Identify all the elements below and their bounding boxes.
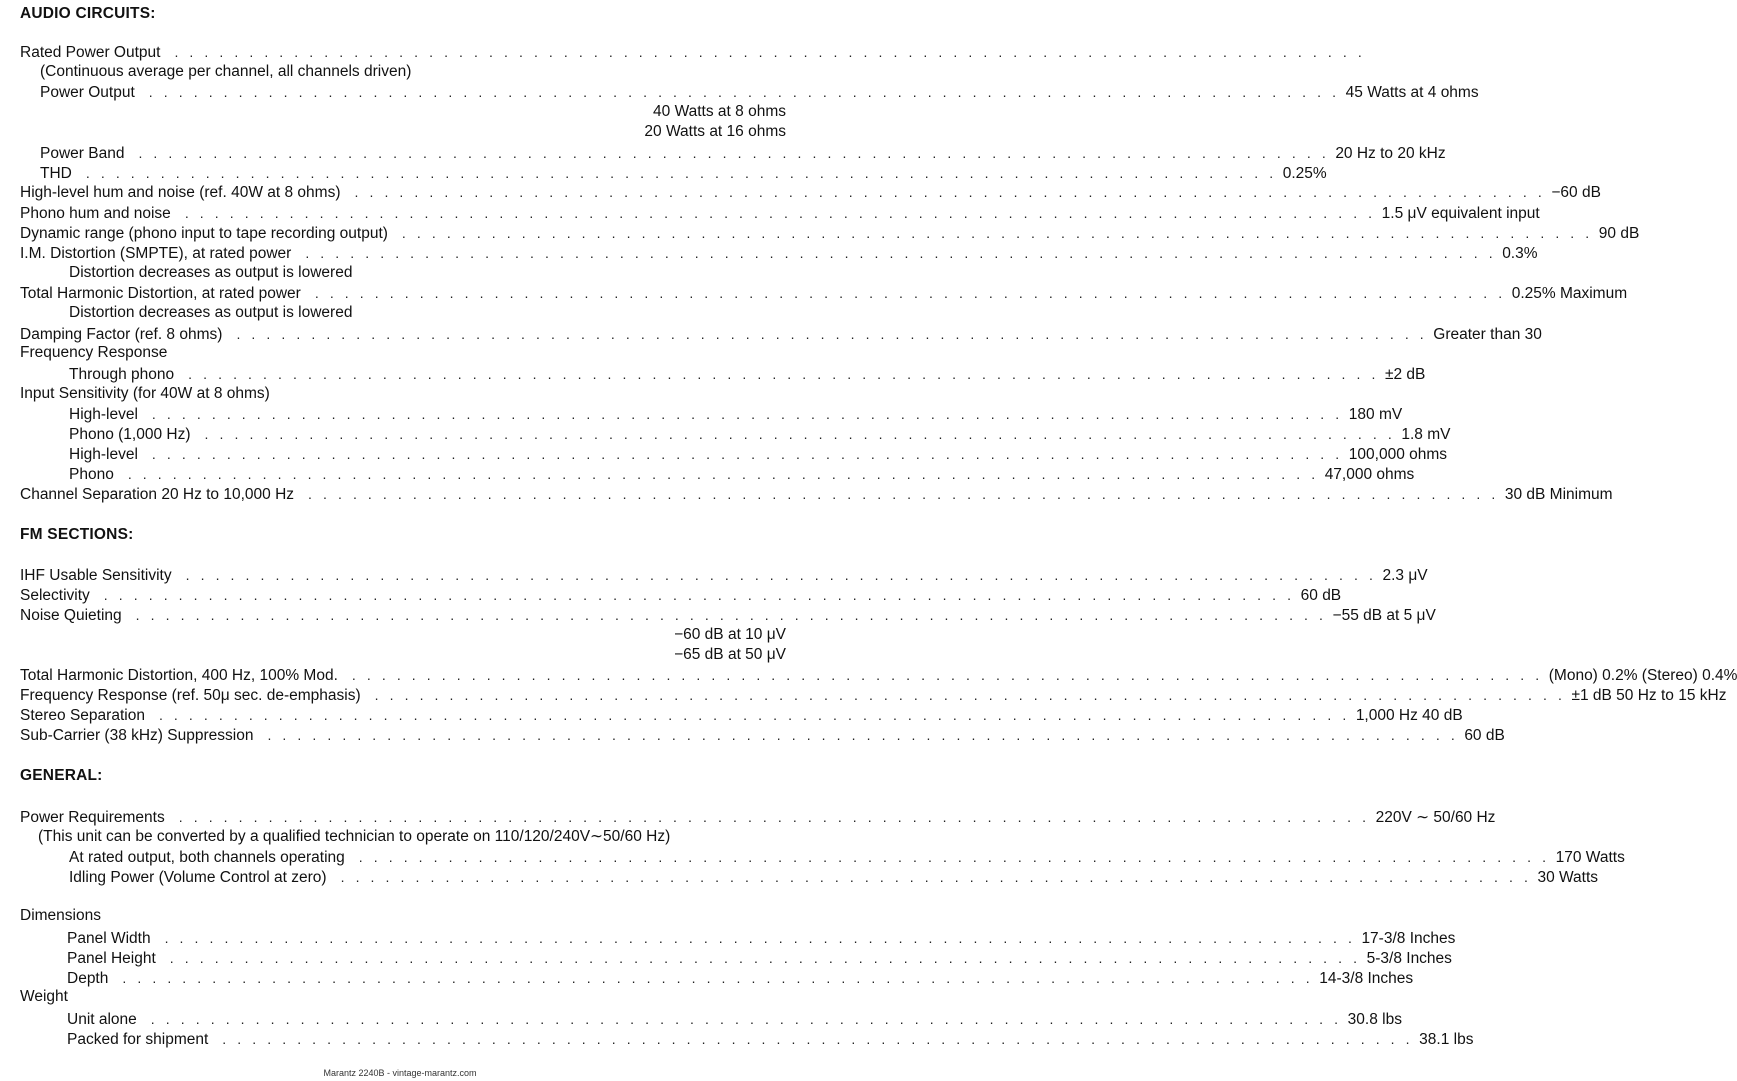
spec-row bbox=[0, 725, 1505, 745]
leader-dots: . . . . . . . . . . . . . . . . . . . . . . . . . . . . . . . . . . . . . . . . . . . . . . . . . . . . . . . . . . . . . . . . . . . . . . . . . . . . . . . . bbox=[308, 486, 1499, 502]
spec-row bbox=[0, 163, 1327, 183]
spec-value-continued: 40 Watts at 8 ohms bbox=[653, 103, 786, 120]
section-heading: GENERAL: bbox=[20, 767, 103, 784]
spec-label: Damping Factor (ref. 8 ohms) bbox=[20, 326, 223, 343]
spec-value: 60 dB bbox=[1300, 587, 1342, 604]
spec-value: 1.8 mV bbox=[1401, 426, 1451, 443]
leader-dots: . . . . . . . . . . . . . . . . . . . . . . . . . . . . . . . . . . . . . . . . . . . . . . . . . . . . . . . . . . . . . . . . . . . . . . . . . . . . . . . . bbox=[185, 567, 1377, 583]
spec-note: Input Sensitivity (for 40W at 8 ohms) bbox=[20, 385, 270, 402]
spec-value: 47,000 ohms bbox=[1324, 466, 1415, 483]
spec-label: Phono hum and noise bbox=[20, 205, 171, 222]
leader-dots: . . . . . . . . . . . . . . . . . . . . . . . . . . . . . . . . . . . . . . . . . . . . . . . . . . . . . . . . . . . . . . . . . . . . . . . . . . . . . . . . bbox=[351, 667, 1543, 683]
spec-value: −60 dB bbox=[1551, 184, 1601, 201]
spec-value: 2.3 μV bbox=[1382, 567, 1428, 584]
spec-row bbox=[0, 484, 1613, 504]
spec-value: 60 dB bbox=[1464, 727, 1505, 744]
spec-value: 0.25% bbox=[1282, 165, 1327, 182]
spec-value: ±2 dB bbox=[1385, 366, 1426, 383]
spec-row bbox=[0, 847, 1625, 867]
leader-dots: . . . . . . . . . . . . . . . . . . . . . . . . . . . . . . . . . . . . . . . . . . . . . . . . . . . . . . . . . . . . . . . . . . . . . . . . . . . . . . . . bbox=[103, 587, 1295, 603]
spec-row bbox=[0, 867, 1599, 887]
leader-dots: . . . . . . . . . . . . . . . . . . . . . . . . . . . . . . . . . . . . . . . . . . . . . . . . . . . . . . . . . . . . . . . . . . . . . . . . . . . . . . . . bbox=[358, 849, 1550, 865]
leader-dots: . . . . . . . . . . . . . . . . . . . . . . . . . . . . . . . . . . . . . . . . . . . . . . . . . . . . . . . . . . . . . . . . . . . . . . . . . . . . . . . . bbox=[188, 366, 1379, 382]
spec-label: Packed for shipment bbox=[67, 1031, 209, 1048]
spec-label: At rated output, both channels operating bbox=[69, 849, 345, 866]
spec-label: High-level bbox=[69, 406, 138, 423]
spec-value: ±1 dB 50 Hz to 15 kHz bbox=[1571, 687, 1727, 704]
spec-row bbox=[0, 82, 1479, 102]
leader-dots: . . . . . . . . . . . . . . . . . . . . . . . . . . . . . . . . . . . . . . . . . . . . . . . . . . . . . . . . . . . . . . . . . . . . . . . . . . . . . . . . bbox=[401, 225, 1593, 241]
spec-row bbox=[0, 444, 1448, 464]
spec-note: (This unit can be converted by a qualified technician to operate on 110/120/240V∼50/60 Hz) bbox=[38, 828, 671, 845]
spec-label: Total Harmonic Distortion, 400 Hz, 100% Mod. bbox=[20, 667, 338, 684]
spec-row bbox=[0, 404, 1403, 424]
spec-row bbox=[0, 1009, 1402, 1029]
spec-value: 30.8 lbs bbox=[1347, 1011, 1402, 1028]
spec-row bbox=[0, 243, 1538, 263]
spec-label: Phono (1,000 Hz) bbox=[69, 426, 191, 443]
leader-dots: . . . . . . . . . . . . . . . . . . . . . . . . . . . . . . . . . . . . . . . . . . . . . . . . . . . . . . . . . . . . . . . . . . . . . . . . . . . . . . . . bbox=[164, 930, 1356, 946]
spec-value: 170 Watts bbox=[1555, 849, 1625, 866]
spec-value: 1,000 Hz 40 dB bbox=[1355, 707, 1463, 724]
spec-note: Dimensions bbox=[20, 907, 101, 924]
leader-dots: . . . . . . . . . . . . . . . . . . . . . . . . . . . . . . . . . . . . . . . . . . . . . . . . . . . . . . . . . . . . . . . . . . . . . . . . . . . . . . . . bbox=[340, 869, 1532, 885]
spec-row bbox=[0, 605, 1436, 625]
leader-dots: . . . . . . . . . . . . . . . . . . . . . . . . . . . . . . . . . . . . . . . . . . . . . . . . . . . . . . . . . . . . . . . . . . . . . . . . . . . . . . . . bbox=[204, 426, 1396, 442]
spec-row bbox=[0, 685, 1727, 705]
spec-note: Distortion decreases as output is lowered bbox=[69, 304, 353, 321]
spec-row bbox=[0, 948, 1452, 968]
leader-dots: . . . . . . . . . . . . . . . . . . . . . . . . . . . . . . . . . . . . . . . . . . . . . . . . . . . . . . . . . . . . . . . . . . . . . . . . . . . . . . . . bbox=[138, 145, 1330, 161]
spec-row bbox=[0, 807, 1496, 827]
spec-label: Total Harmonic Distortion, at rated power bbox=[20, 285, 301, 302]
leader-dots: . . . . . . . . . . . . . . . . . . . . . . . . . . . . . . . . . . . . . . . . . . . . . . . . . . . . . . . . . . . . . . . . . . . . . . . . . . . . . . . . bbox=[174, 44, 1366, 60]
spec-value: 180 mV bbox=[1348, 406, 1403, 423]
spec-value: 1.5 μV equivalent input bbox=[1381, 205, 1540, 222]
spec-note: Distortion decreases as output is lowered bbox=[69, 264, 353, 281]
spec-label: I.M. Distortion (SMPTE), at rated power bbox=[20, 245, 292, 262]
leader-dots: . . . . . . . . . . . . . . . . . . . . . . . . . . . . . . . . . . . . . . . . . . . . . . . . . . . . . . . . . . . . . . . . . . . . . . . . . . . . . . . . bbox=[314, 285, 1506, 301]
spec-value-continued: −60 dB at 10 μV bbox=[674, 626, 786, 643]
spec-label: Sub-Carrier (38 kHz) Suppression bbox=[20, 727, 254, 744]
spec-row bbox=[0, 283, 1628, 303]
spec-row bbox=[0, 1029, 1474, 1049]
spec-value: 220V ∼ 50/60 Hz bbox=[1375, 809, 1496, 826]
spec-row bbox=[0, 705, 1463, 725]
spec-row bbox=[0, 968, 1414, 988]
leader-dots: . . . . . . . . . . . . . . . . . . . . . . . . . . . . . . . . . . . . . . . . . . . . . . . . . . . . . . . . . . . . . . . . . . . . . . . . . . . . . . . . bbox=[122, 970, 1314, 986]
leader-dots: . . . . . . . . . . . . . . . . . . . . . . . . . . . . . . . . . . . . . . . . . . . . . . . . . . . . . . . . . . . . . . . . . . . . . . . . . . . . . . . . bbox=[222, 1031, 1414, 1047]
leader-dots: . . . . . . . . . . . . . . . . . . . . . . . . . . . . . . . . . . . . . . . . . . . . . . . . . . . . . . . . . . . . . . . . . . . . . . . . . . . . . . . . bbox=[158, 707, 1350, 723]
spec-label: Power Requirements bbox=[20, 809, 165, 826]
spec-value: 0.25% Maximum bbox=[1511, 285, 1628, 302]
spec-value: 30 dB Minimum bbox=[1504, 486, 1613, 503]
spec-label: THD bbox=[40, 165, 72, 182]
spec-label: Depth bbox=[67, 970, 109, 987]
spec-value: (Mono) 0.2% (Stereo) 0.4% bbox=[1548, 667, 1737, 684]
spec-value: 5-3/8 Inches bbox=[1366, 950, 1452, 967]
spec-note: Weight bbox=[20, 988, 68, 1005]
spec-value-continued: 20 Watts at 16 ohms bbox=[644, 123, 786, 140]
spec-label: Rated Power Output bbox=[20, 44, 161, 61]
spec-row bbox=[0, 424, 1451, 444]
page-footer: Marantz 2240B - vintage-marantz.com bbox=[323, 1068, 477, 1078]
spec-label: Panel Width bbox=[67, 930, 151, 947]
spec-label: Dynamic range (phono input to tape recording output) bbox=[20, 225, 388, 242]
spec-value: 30 Watts bbox=[1537, 869, 1599, 886]
spec-row bbox=[0, 143, 1446, 163]
leader-dots: . . . . . . . . . . . . . . . . . . . . . . . . . . . . . . . . . . . . . . . . . . . . . . . . . . . . . . . . . . . . . . . . . . . . . . . . . . . . . . . . bbox=[305, 245, 1497, 261]
spec-label: IHF Usable Sensitivity bbox=[20, 567, 172, 584]
spec-label: Channel Separation 20 Hz to 10,000 Hz bbox=[20, 486, 295, 503]
leader-dots: . . . . . . . . . . . . . . . . . . . . . . . . . . . . . . . . . . . . . . . . . . . . . . . . . . . . . . . . . . . . . . . . . . . . . . . . . . . . . . . . bbox=[127, 466, 1319, 482]
leader-dots: . . . . . . . . . . . . . . . . . . . . . . . . . . . . . . . . . . . . . . . . . . . . . . . . . . . . . . . . . . . . . . . . . . . . . . . . . . . . . . . . bbox=[374, 687, 1566, 703]
spec-row bbox=[0, 324, 1542, 344]
spec-row bbox=[0, 928, 1456, 948]
spec-value: −55 dB at 5 μV bbox=[1332, 607, 1436, 624]
leader-dots: . . . . . . . . . . . . . . . . . . . . . . . . . . . . . . . . . . . . . . . . . . . . . . . . . . . . . . . . . . . . . . . . . . . . . . . . . . . . . . . . bbox=[178, 809, 1370, 825]
spec-label: Phono bbox=[69, 466, 114, 483]
spec-row bbox=[0, 223, 1640, 243]
spec-value: 14-3/8 Inches bbox=[1319, 970, 1414, 987]
spec-row bbox=[0, 464, 1415, 484]
spec-value: 20 Hz to 20 kHz bbox=[1335, 145, 1446, 162]
spec-label: Selectivity bbox=[20, 587, 90, 604]
spec-note: (Continuous average per channel, all channels driven) bbox=[40, 63, 412, 80]
leader-dots: . . . . . . . . . . . . . . . . . . . . . . . . . . . . . . . . . . . . . . . . . . . . . . . . . . . . . . . . . . . . . . . . . . . . . . . . . . . . . . . . bbox=[184, 205, 1376, 221]
spec-row bbox=[0, 585, 1342, 605]
spec-label: Through phono bbox=[69, 366, 175, 383]
spec-label: Noise Quieting bbox=[20, 607, 122, 624]
leader-dots: . . . . . . . . . . . . . . . . . . . . . . . . . . . . . . . . . . . . . . . . . . . . . . . . . . . . . . . . . . . . . . . . . . . . . . . . . . . . . . . . bbox=[151, 406, 1343, 422]
spec-row bbox=[0, 203, 1540, 223]
spec-label: High-level bbox=[69, 446, 138, 463]
spec-label: Panel Height bbox=[67, 950, 156, 967]
spec-row bbox=[0, 565, 1428, 585]
spec-label: Power Band bbox=[40, 145, 125, 162]
spec-label: Idling Power (Volume Control at zero) bbox=[69, 869, 327, 886]
spec-value: 17-3/8 Inches bbox=[1361, 930, 1456, 947]
spec-value-continued: −65 dB at 50 μV bbox=[674, 646, 786, 663]
spec-label: Frequency Response (ref. 50μ sec. de-emphasis) bbox=[20, 687, 361, 704]
leader-dots: . . . . . . . . . . . . . . . . . . . . . . . . . . . . . . . . . . . . . . . . . . . . . . . . . . . . . . . . . . . . . . . . . . . . . . . . . . . . . . . . bbox=[236, 326, 1428, 342]
spec-label: Power Output bbox=[40, 84, 135, 101]
spec-label: Unit alone bbox=[67, 1011, 137, 1028]
spec-value: 0.3% bbox=[1502, 245, 1538, 262]
leader-dots: . . . . . . . . . . . . . . . . . . . . . . . . . . . . . . . . . . . . . . . . . . . . . . . . . . . . . . . . . . . . . . . . . . . . . . . . . . . . . . . . bbox=[169, 950, 1361, 966]
leader-dots: . . . . . . . . . . . . . . . . . . . . . . . . . . . . . . . . . . . . . . . . . . . . . . . . . . . . . . . . . . . . . . . . . . . . . . . . . . . . . . . . bbox=[135, 607, 1327, 623]
spec-label: Stereo Separation bbox=[20, 707, 145, 724]
leader-dots: . . . . . . . . . . . . . . . . . . . . . . . . . . . . . . . . . . . . . . . . . . . . . . . . . . . . . . . . . . . . . . . . . . . . . . . . . . . . . . . . bbox=[148, 84, 1340, 100]
spec-row bbox=[0, 665, 1737, 685]
spec-row bbox=[0, 182, 1601, 202]
leader-dots: . . . . . . . . . . . . . . . . . . . . . . . . . . . . . . . . . . . . . . . . . . . . . . . . . . . . . . . . . . . . . . . . . . . . . . . . . . . . . . . . bbox=[85, 165, 1277, 181]
spec-value: Greater than 30 bbox=[1433, 326, 1542, 343]
spec-label: High-level hum and noise (ref. 40W at 8 ohms) bbox=[20, 184, 341, 201]
spec-value: 45 Watts at 4 ohms bbox=[1345, 84, 1479, 101]
leader-dots: . . . . . . . . . . . . . . . . . . . . . . . . . . . . . . . . . . . . . . . . . . . . . . . . . . . . . . . . . . . . . . . . . . . . . . . . . . . . . . . . bbox=[150, 1011, 1342, 1027]
spec-value: 38.1 lbs bbox=[1419, 1031, 1474, 1048]
spec-note: Frequency Response bbox=[20, 344, 168, 361]
leader-dots: . . . . . . . . . . . . . . . . . . . . . . . . . . . . . . . . . . . . . . . . . . . . . . . . . . . . . . . . . . . . . . . . . . . . . . . . . . . . . . . . bbox=[354, 184, 1546, 200]
leader-dots: . . . . . . . . . . . . . . . . . . . . . . . . . . . . . . . . . . . . . . . . . . . . . . . . . . . . . . . . . . . . . . . . . . . . . . . . . . . . . . . . bbox=[267, 727, 1459, 743]
section-heading: AUDIO CIRCUITS: bbox=[20, 5, 156, 22]
spec-row bbox=[0, 364, 1426, 384]
spec-row bbox=[0, 42, 1366, 62]
section-heading: FM SECTIONS: bbox=[20, 526, 134, 543]
spec-value: 100,000 ohms bbox=[1348, 446, 1448, 463]
spec-value: 90 dB bbox=[1598, 225, 1640, 242]
leader-dots: . . . . . . . . . . . . . . . . . . . . . . . . . . . . . . . . . . . . . . . . . . . . . . . . . . . . . . . . . . . . . . . . . . . . . . . . . . . . . . . . bbox=[151, 446, 1343, 462]
